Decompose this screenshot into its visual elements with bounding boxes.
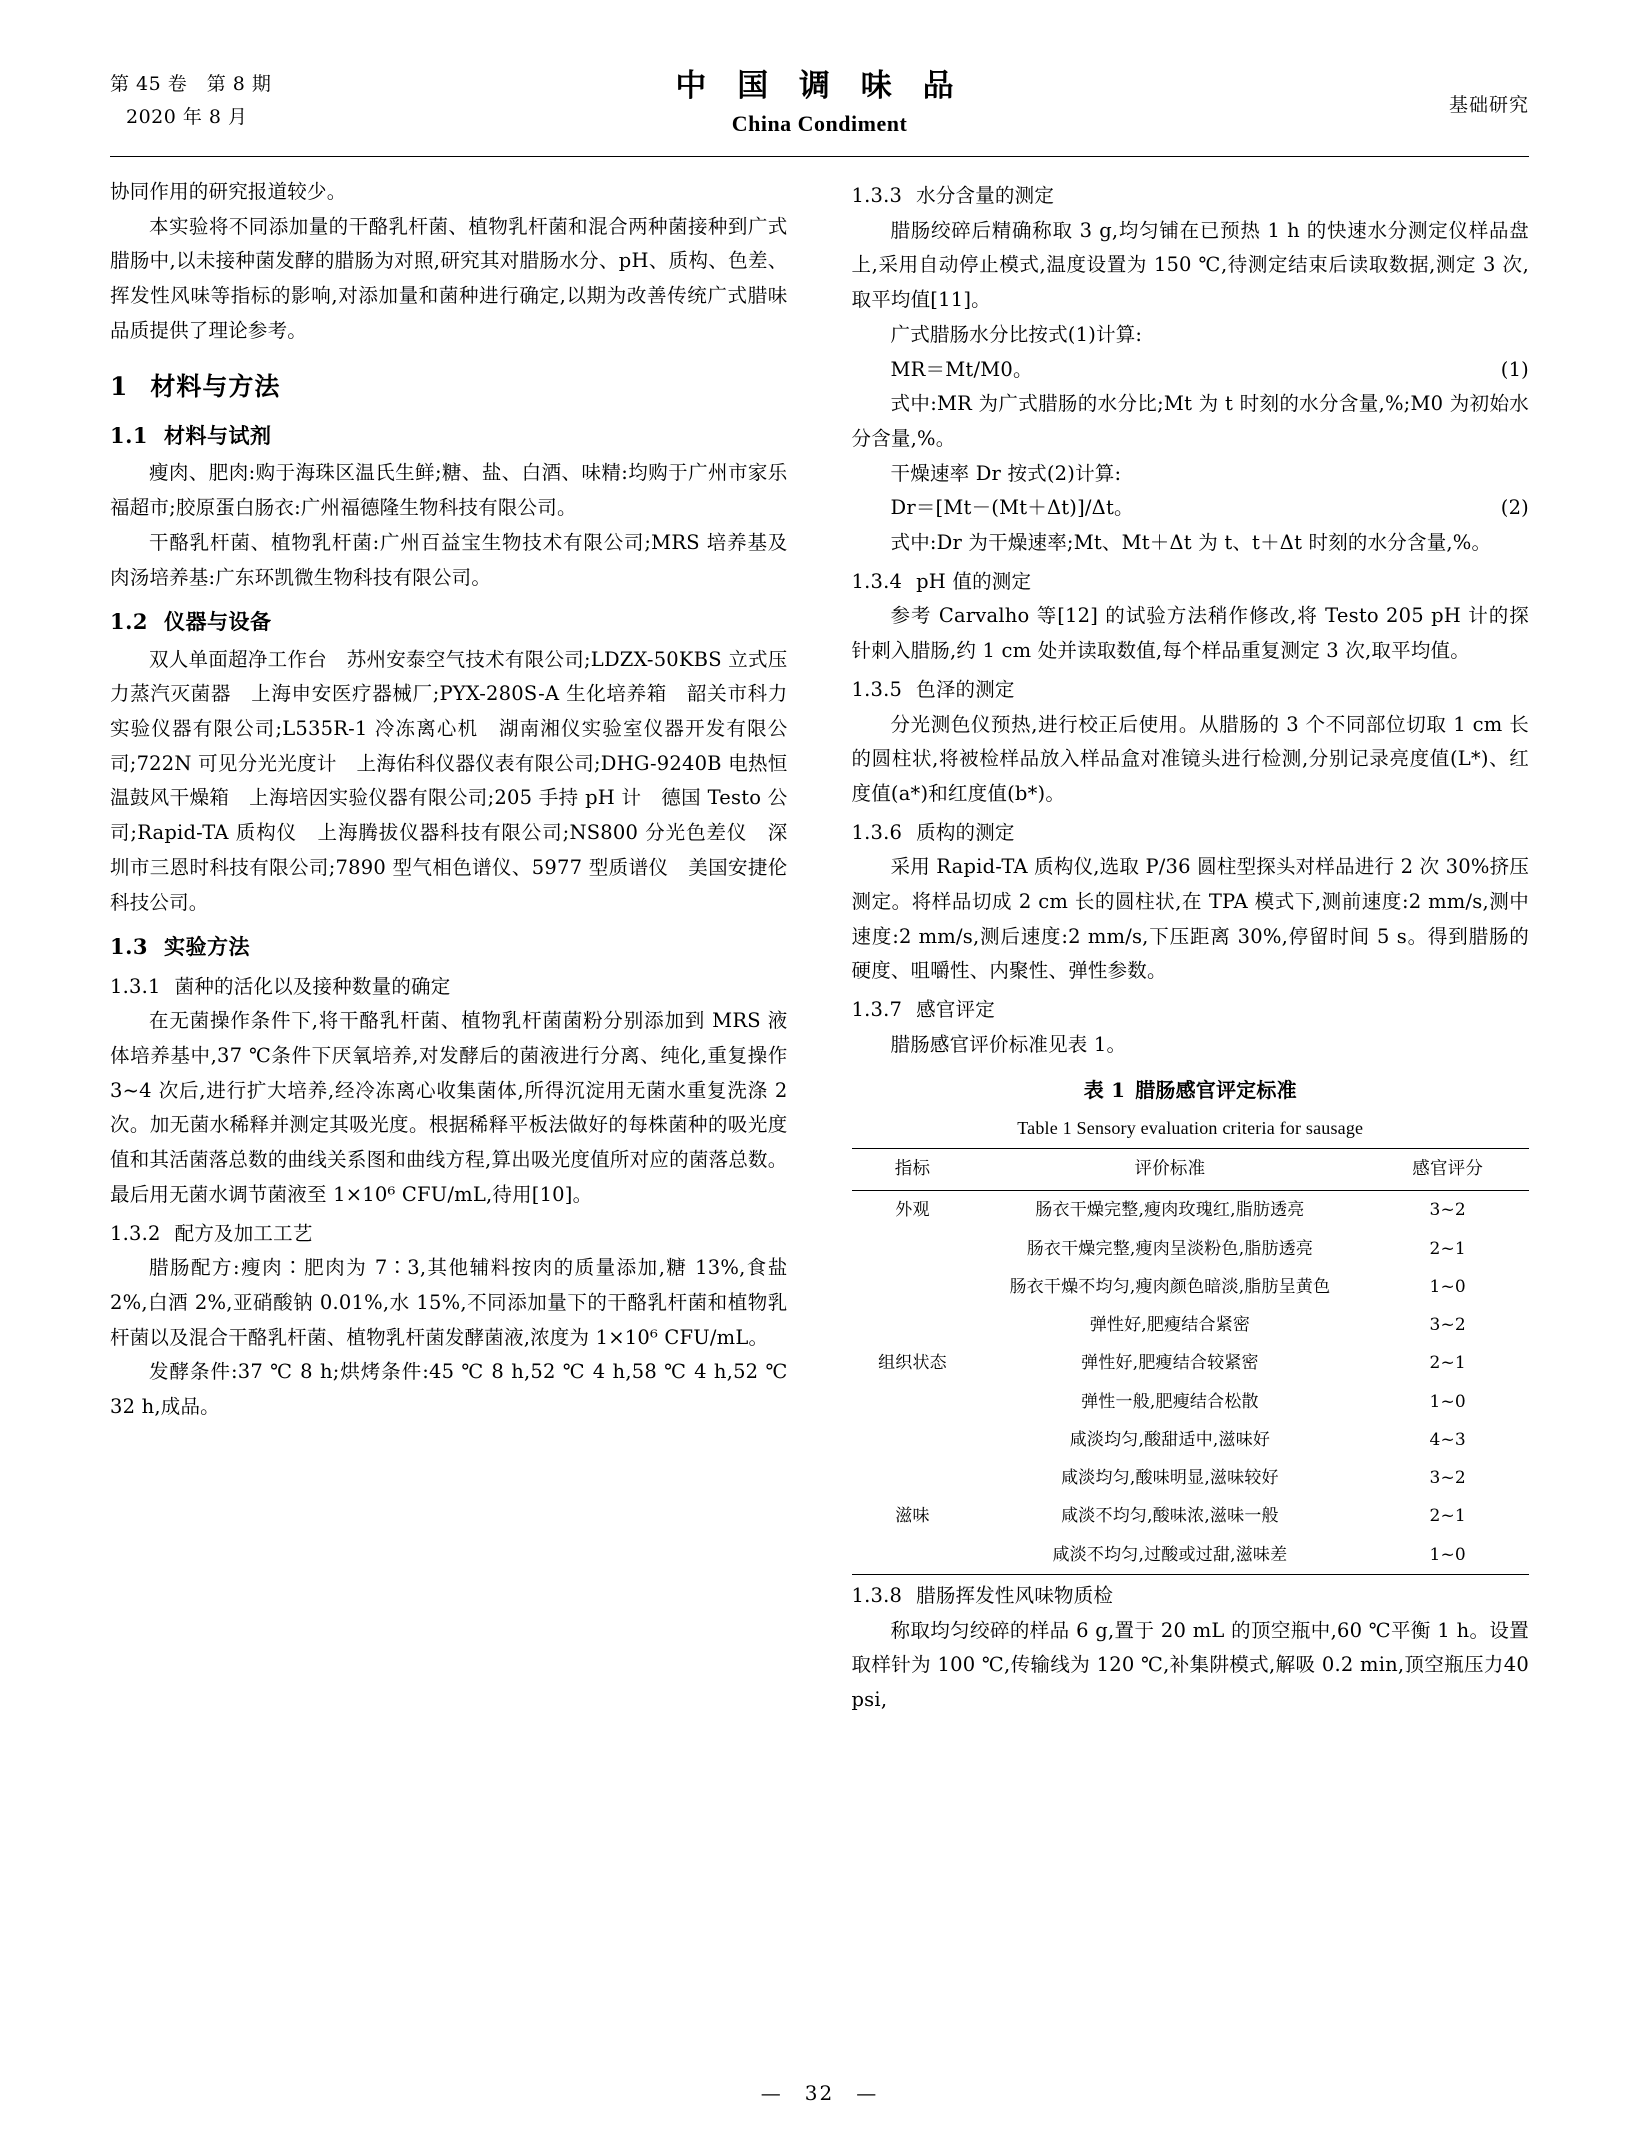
volume-issue: 第 45 卷 第 8 期 <box>110 73 272 95</box>
subsubsection-heading-1-3-4 <box>852 565 1530 600</box>
paragraph-1-1-a: 瘦肉、肥肉:购于海珠区温氏生鲜;糖、盐、白酒、味精:均购于广州市家乐福超市;胶原蛋白肠衣:广州福德隆生物科技有限公司。 <box>110 461 788 520</box>
subsection-title-1-1: 材料与试剂 <box>164 423 272 449</box>
paragraph-1-3-5-a: 分光测色仪预热,进行校正后使用。从腊肠的 3 个不同部位切取 1 cm 长的圆柱状,将被检样品放入样品盒对准镜头进行检测,分别记录亮度值(L*)、红度值(a*)和红度值(b*)。 <box>851 712 1529 805</box>
formula-2-number: (2) <box>1500 496 1529 520</box>
table-cell-category: 组织状态 <box>878 1353 947 1374</box>
paragraph-1-3-3-b: 广式腊肠水分比按式(1)计算: <box>890 322 1143 346</box>
table-cell-score: 3~2 <box>1429 1200 1466 1221</box>
table-row <box>852 1497 1530 1535</box>
table-header-indicator: 指标 <box>852 1149 974 1191</box>
page-footer: — 32 — <box>760 2081 879 2105</box>
journal-title-block <box>110 60 1529 137</box>
journal-title-en: China Condiment <box>731 111 908 136</box>
subsection-heading-1-3 <box>110 928 788 965</box>
table-title-cn: 腊肠感官评定标准 <box>1135 1077 1297 1102</box>
table-cell-score: 4~3 <box>1429 1429 1466 1450</box>
subsubsection-number-1-3-8: 1.3.8 <box>851 1583 903 1607</box>
header-divider <box>110 156 1529 157</box>
subsubsection-number-1-3-3: 1.3.3 <box>851 184 903 207</box>
table-cell-criteria: 肠衣干燥不均匀,瘦肉颜色暗淡,脂肪呈黄色 <box>1009 1276 1331 1297</box>
paragraph-1-3-1-a: 在无菌操作条件下,将干酪乳杆菌、植物乳杆菌菌粉分别添加到 MRS 液体培养基中,37 ℃条件下厌氧培养,对发酵后的菌液进行分离、纯化,重复操作 3~4 次后,进行扩大培养,经冷冻离心收集菌体,所得沉淀用无菌水重复洗涤 2 次。加无菌水稀释并测定其吸光度。根据稀释平板法做好的每株菌种的吸光度值和其活菌落总数的曲线关系图和曲线方程,算出吸光度值所对应的菌落总数。最后用无菌水调节菌液至 1×10⁶ CFU/mL,待用[10]。 <box>110 1009 788 1206</box>
left-column <box>110 175 820 2005</box>
table-caption <box>852 1073 1530 1109</box>
section-title-1: 材料与方法 <box>150 371 281 401</box>
table-cell-score: 2~1 <box>1429 1238 1466 1259</box>
table-row <box>852 1383 1530 1421</box>
subsubsection-title-1-3-2: 配方及加工工艺 <box>174 1221 313 1245</box>
table-cell-score: 2~1 <box>1429 1506 1466 1527</box>
table-row <box>852 1536 1530 1575</box>
subsubsection-number-1-3-6: 1.3.6 <box>851 820 903 844</box>
table-row <box>852 1230 1530 1268</box>
subsubsection-heading-1-3-8 <box>852 1579 1530 1614</box>
table-cell-criteria: 弹性好,肥瘦结合紧密 <box>1089 1315 1251 1336</box>
subsubsection-title-1-3-1: 菌种的活化以及接种数量的确定 <box>174 974 451 998</box>
paragraph-1-3-2-b: 发酵条件:37 ℃ 8 h;烘烤条件:45 ℃ 8 h,52 ℃ 4 h,58 ℃ 4 h,52 ℃ 32 h,成品。 <box>110 1360 788 1419</box>
subsubsection-number-1-3-4: 1.3.4 <box>851 569 903 593</box>
table-row <box>852 1459 1530 1497</box>
subsection-title-1-2: 仪器与设备 <box>164 609 272 635</box>
table-cell-score: 3~2 <box>1429 1468 1466 1489</box>
paragraph-1-3-2-a: 腊肠配方:瘦肉∶肥肉为 7∶3,其他辅料按肉的质量添加,糖 13%,食盐 2%,白酒 2%,亚硝酸钠 0.01%,水 15%,不同添加量下的干酪乳杆菌和植物乳杆菌以及混合干酪乳杆菌、植物乳杆菌发酵菌液,浓度为 1×10⁶ CFU/mL。 <box>110 1256 788 1349</box>
subsubsection-number-1-3-7: 1.3.7 <box>851 998 903 1022</box>
right-column <box>820 175 1530 2005</box>
subsubsection-number-1-3-1: 1.3.1 <box>110 974 161 998</box>
table-row <box>852 1268 1530 1306</box>
table-cell-category <box>852 1459 974 1497</box>
table-header-score: 感官评分 <box>1366 1149 1529 1191</box>
subsubsection-heading-1-3-1 <box>110 970 788 1005</box>
subsection-heading-1-2 <box>110 603 788 640</box>
paragraph-1-1-b: 干酪乳杆菌、植物乳杆菌:广州百益宝生物技术有限公司;MRS 培养基及肉汤培养基:广东环凯微生物科技有限公司。 <box>110 530 788 589</box>
subsubsection-title-1-3-5: 色泽的测定 <box>916 677 1015 701</box>
table-header-criteria: 评价标准 <box>973 1149 1366 1191</box>
formula-2-line <box>852 491 1530 526</box>
table-row <box>852 1306 1530 1344</box>
table-row <box>852 1344 1530 1382</box>
subsection-number-1-1: 1.1 <box>110 423 149 449</box>
subsubsection-title-1-3-3: 水分含量的测定 <box>916 184 1055 207</box>
table-cell-score: 2~1 <box>1429 1353 1466 1374</box>
section-number-1: 1 <box>110 371 129 401</box>
table-cell-score: 1~0 <box>1366 1536 1529 1575</box>
table-cell-criteria: 咸淡均匀,酸甜适中,滋味好 <box>1069 1429 1271 1450</box>
table-cell-criteria: 弹性一般,肥瘦结合松散 <box>1081 1391 1259 1412</box>
subsubsection-heading-1-3-2 <box>110 1217 788 1252</box>
table-row <box>852 1191 1530 1230</box>
table-cell-category: 滋味 <box>895 1506 930 1527</box>
paragraph-continuation: 协同作用的研究报道较少。 <box>110 180 347 203</box>
subsection-heading-1-1 <box>110 417 788 454</box>
subsubsection-heading-1-3-7 <box>852 993 1530 1028</box>
paragraph-1-3-3-e: 式中:Dr 为干燥速率;Mt、Mt＋Δt 为 t、t＋Δt 时刻的水分含量,%。 <box>890 531 1492 555</box>
subsubsection-title-1-3-7: 感官评定 <box>916 998 995 1022</box>
table-cell-criteria: 肠衣干燥完整,瘦肉玫瑰红,脂肪透亮 <box>1035 1200 1305 1221</box>
paragraph-1-3-3-a: 腊肠绞碎后精确称取 3 g,均匀铺在已预热 1 h 的快速水分测定仪样品盘上,采用自动停止模式,温度设置为 150 ℃,待测定结束后读取数据,测定 3 次,取平均值[11]。 <box>851 218 1529 312</box>
table-cell-category <box>852 1230 974 1268</box>
paragraph-1-2-a: 双人单面超净工作台 苏州安泰空气技术有限公司;LDZX-50KBS 立式压力蒸汽灭菌器 上海申安医疗器械厂;PYX-280S-A 生化培养箱 韶关市科力实验仪器有限公司;L535R-1 冷冻离心机 湖南湘仪实验室仪器开发有限公司;722N 可见分光光度计 上海佑科仪器仪表有限公司;DHG-9240B 电热恒温鼓风干燥箱 上海培因实验仪器有限公司;205 手持 pH 计 德国 Testo 公司;Rapid-TA 质构仪 上海腾拔仪器科技有限公司;NS800 分光色差仪 深圳市三恩时科技有限公司;7890 型气相色谱仪、5977 型质谱仪 美国安捷伦科技公司。 <box>110 647 788 914</box>
table-cell-category <box>852 1268 974 1306</box>
subsection-number-1-2: 1.2 <box>110 609 149 635</box>
table-cell-score: 1~0 <box>1429 1276 1466 1297</box>
table-caption-en: Table 1 Sensory evaluation criteria for sausage <box>1017 1118 1364 1139</box>
paragraph-1-3-4-a: 参考 Carvalho 等[12] 的试验方法稍作修改,将 Testo 205 pH 计的探针刺入腊肠,约 1 cm 处并读取数值,每个样品重复测定 3 次,取平均值。 <box>851 604 1529 663</box>
subsubsection-heading-1-3-5 <box>852 673 1530 708</box>
publication-date: 2020 年 8 月 <box>126 106 248 129</box>
table-cell-criteria: 咸淡均匀,酸味明显,滋味较好 <box>1061 1468 1279 1489</box>
table-cell-category <box>852 1536 974 1575</box>
paragraph-1-3-3-d: 干燥速率 Dr 按式(2)计算: <box>890 461 1122 485</box>
sensory-evaluation-table <box>852 1148 1530 1575</box>
table-cell-criteria: 肠衣干燥完整,瘦肉呈淡粉色,脂肪透亮 <box>1026 1238 1314 1259</box>
formula-2: Dr＝[Mt－(Mt＋Δt)]/Δt。 <box>890 496 1134 520</box>
formula-1: MR＝Mt/M0。 <box>890 357 1033 381</box>
body-columns <box>110 175 1529 2005</box>
subsubsection-number-1-3-5: 1.3.5 <box>851 677 903 701</box>
paragraph-intro: 本实验将不同添加量的干酪乳杆菌、植物乳杆菌和混合两种菌接种到广式腊肠中,以未接种菌发酵的腊肠为对照,研究其对腊肠水分、pH、质构、色差、挥发性风味等指标的影响,对添加量和菌种进行确定,以期为改善传统广式腊味品质提供了理论参考。 <box>110 214 788 342</box>
table-cell-category <box>852 1383 974 1421</box>
section-heading-1 <box>110 365 788 410</box>
subsubsection-title-1-3-4: pH 值的测定 <box>916 569 1032 593</box>
paragraph-1-3-7-a: 腊肠感官评价标准见表 1。 <box>890 1032 1127 1056</box>
table-cell-category <box>852 1306 974 1344</box>
table-cell-criteria: 弹性好,肥瘦结合较紧密 <box>1081 1353 1259 1374</box>
subsection-title-1-3: 实验方法 <box>164 934 251 960</box>
table-cell-criteria: 咸淡不均匀,过酸或过甜,滋味差 <box>973 1536 1366 1575</box>
table-cell-category: 外观 <box>895 1200 930 1221</box>
table-number: 表 1 <box>1083 1077 1126 1102</box>
journal-title-cn: 中 国 调 味 品 <box>675 68 964 104</box>
subsubsection-title-1-3-6: 质构的测定 <box>916 820 1015 844</box>
table-cell-criteria: 咸淡不均匀,酸味浓,滋味一般 <box>1061 1506 1279 1527</box>
table-header-row <box>852 1149 1530 1191</box>
paragraph-1-3-8-a: 称取均匀绞碎的样品 6 g,置于 20 mL 的顶空瓶中,60 ℃平衡 1 h。设置取样针为 100 ℃,传输线为 120 ℃,补集阱模式,解吸 0.2 min,顶空瓶压力40 psi, <box>851 1618 1529 1711</box>
subsubsection-heading-1-3-6 <box>852 816 1530 851</box>
page-header <box>110 60 1529 148</box>
article-category: 基础研究 <box>1448 94 1529 116</box>
formula-1-line <box>852 353 1530 388</box>
table-row <box>852 1421 1530 1459</box>
subsubsection-title-1-3-8: 腊肠挥发性风味物质检 <box>916 1583 1114 1607</box>
paragraph-1-3-3-c: 式中:MR 为广式腊肠的水分比;Mt 为 t 时刻的水分含量,%;M0 为初始水分含量,%。 <box>851 392 1529 450</box>
table-cell-score: 3~2 <box>1429 1315 1466 1336</box>
table-cell-score: 1~0 <box>1429 1391 1466 1412</box>
paragraph-1-3-6-a: 采用 Rapid-TA 质构仪,选取 P/36 圆柱型探头对样品进行 2 次 30%挤压测定。将样品切成 2 cm 长的圆柱状,在 TPA 模式下,测前速度:2 mm/s,测中速度:2 mm/s,测后速度:2 mm/s,下压距离 30%,停留时间 5 s。得到腊肠的硬度、咀嚼性、内聚性、弹性参数。 <box>851 855 1530 983</box>
subsubsection-heading-1-3-3 <box>852 179 1530 214</box>
formula-1-number: (1) <box>1500 357 1529 381</box>
subsubsection-number-1-3-2: 1.3.2 <box>110 1221 161 1245</box>
subsection-number-1-3: 1.3 <box>110 934 149 960</box>
table-cell-category <box>852 1421 974 1459</box>
